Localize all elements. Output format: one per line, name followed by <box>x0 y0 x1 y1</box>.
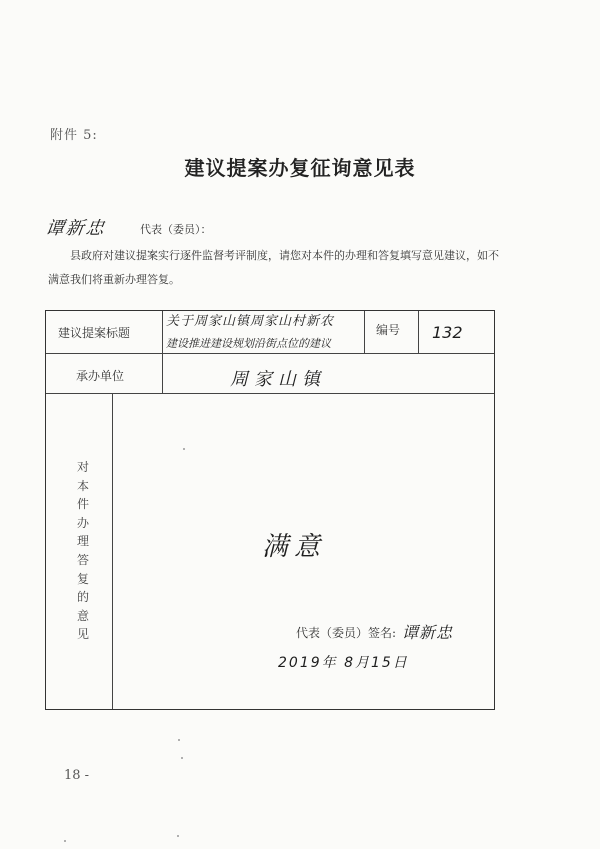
scan-speck <box>178 739 180 741</box>
scan-speck <box>177 835 179 837</box>
signature-date: 2019年 8月15日 <box>278 655 409 671</box>
topic-value <box>166 311 362 355</box>
opinion-label-char: 答 <box>76 552 89 567</box>
attachment-label: 附件 5: <box>50 128 98 143</box>
addressee-role-label: 代表（委员）： <box>140 223 212 236</box>
form-title: 建议提案办复征询意见表 <box>184 156 416 180</box>
opinion-value-handwritten: 满意 <box>262 532 327 562</box>
row-divider <box>46 393 494 394</box>
intro-paragraph: 县政府对建议提案实行逐件监督考评制度，请您对本件的办理和答复填写意见建议，如不满意我们将重新办理答复。 <box>48 249 499 286</box>
number-value: 132 <box>432 323 463 342</box>
column-divider <box>364 311 365 353</box>
topic-line-1: 关于周家山镇周家山村新农 <box>166 314 335 329</box>
page-number: 18 - <box>64 768 90 783</box>
scan-speck <box>183 448 185 450</box>
opinion-label-vertical <box>75 458 91 644</box>
scan-speck <box>181 757 183 759</box>
signature-label: 代表（委员）签名: <box>296 626 397 640</box>
topic-line-2: 建设推进建设规划沿街点位的建议 <box>166 337 331 350</box>
column-divider <box>112 393 113 709</box>
opinion-label-char: 办 <box>76 515 89 530</box>
number-label: 编号 <box>376 323 401 337</box>
addressee-handwritten-name: 谭新忠 <box>44 218 108 239</box>
opinion-label-char: 复 <box>76 571 89 586</box>
opinion-label-char: 意 <box>76 608 89 623</box>
unit-value: 周家山镇 <box>230 369 326 390</box>
column-divider <box>162 311 163 393</box>
signature-handwritten: 谭新忠 <box>402 623 454 642</box>
unit-label: 承办单位 <box>76 369 125 383</box>
opinion-label-char: 对 <box>76 460 89 474</box>
opinion-label-char: 见 <box>76 627 89 642</box>
opinion-label-char: 理 <box>76 534 89 549</box>
scan-speck <box>64 840 66 842</box>
opinion-label-char: 本 <box>76 478 89 493</box>
opinion-form-table <box>45 310 495 710</box>
column-divider <box>418 311 419 353</box>
topic-label: 建议提案标题 <box>58 326 131 340</box>
opinion-label-char: 的 <box>76 590 89 605</box>
opinion-label-char: 件 <box>76 497 89 512</box>
